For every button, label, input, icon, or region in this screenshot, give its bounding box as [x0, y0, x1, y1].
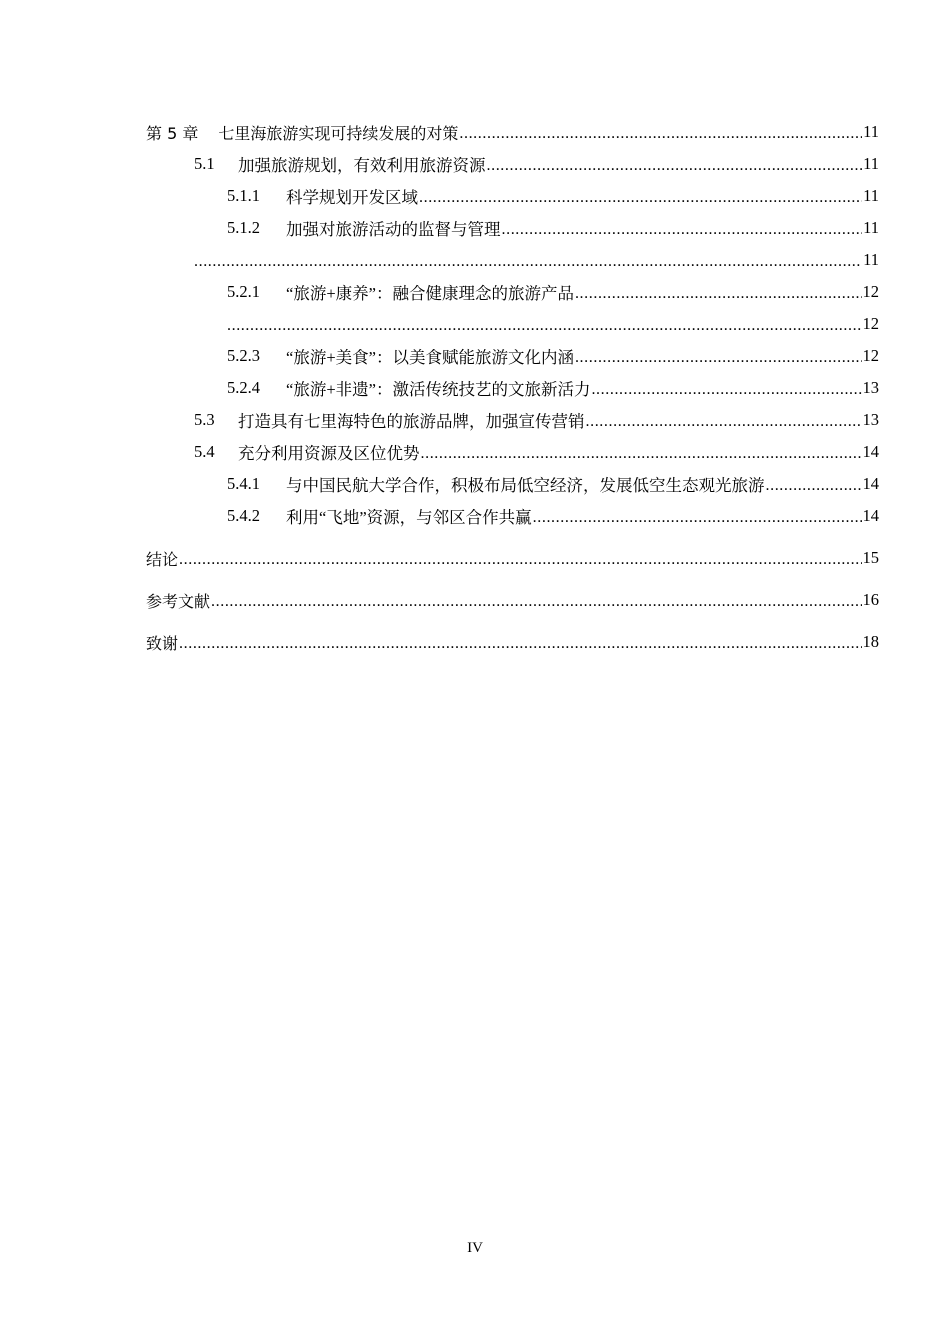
toc-leader-dots — [586, 413, 862, 431]
toc-entry-5-4[interactable] — [146, 436, 879, 468]
footer-page-number: IV — [467, 1240, 483, 1256]
toc-entry-chapter-5[interactable] — [146, 116, 879, 148]
toc-entry-number: 5.2.4 — [227, 378, 260, 397]
toc-entry-5-1[interactable] — [146, 148, 879, 180]
toc-entry-page: 12 — [862, 314, 879, 333]
toc-entry-title: 利用“飞地”资源，与邻区合作共赢 — [286, 508, 532, 527]
toc-entry-page: 12 — [862, 282, 879, 301]
toc-entry-title: 与中国民航大学合作，积极布局低空经济，发展低空生态观光旅游 — [286, 476, 765, 495]
toc-entry-title: 加强对旅游活动的监督与管理 — [286, 220, 501, 239]
toc-entry-number: 5.4.2 — [227, 506, 260, 525]
toc-entry-5-2-4[interactable] — [146, 372, 879, 404]
toc-entry-title: “旅游+非遗”：激活传统技艺的文旅新活力 — [286, 380, 591, 399]
toc-entry-page: 11 — [863, 122, 879, 141]
toc-entry-blank[interactable] — [146, 244, 879, 276]
toc-entry-5-4-1[interactable] — [146, 468, 879, 500]
toc-entry-page: 11 — [863, 250, 879, 269]
toc-entry-number: 5.1.2 — [227, 218, 260, 237]
toc-leader-dots — [591, 381, 861, 399]
toc-entry-title: 充分利用资源及区位优势 — [238, 444, 420, 463]
toc-entry-page: 13 — [862, 410, 879, 429]
toc-entry-5-1-1[interactable] — [146, 180, 879, 212]
toc-leader-dots — [575, 285, 862, 303]
toc-entry-title: 加强旅游规划，有效利用旅游资源 — [238, 156, 486, 175]
toc-entry-title: 七里海旅游实现可持续发展的对策 — [218, 123, 459, 143]
toc-entry-title: 致谢 — [146, 633, 179, 653]
toc-entry-blank[interactable] — [146, 308, 879, 340]
toc-entry-title: 科学规划开发区域 — [286, 188, 418, 207]
toc-leader-dots — [575, 349, 862, 367]
toc-entry-page: 13 — [862, 378, 879, 397]
toc-leader-dots — [487, 157, 863, 175]
toc-entry-5-1-2[interactable] — [146, 212, 879, 244]
toc-entry-5-2-1[interactable] — [146, 276, 879, 308]
toc-leader-dots — [227, 317, 862, 335]
toc-leader-dots — [766, 477, 862, 495]
toc-entry-page: 14 — [862, 474, 879, 493]
toc-entry-5-4-2[interactable] — [146, 500, 879, 532]
toc-leader-dots — [179, 551, 861, 569]
toc-entry-5-2-3[interactable] — [146, 340, 879, 372]
toc-entry-page: 11 — [863, 154, 879, 173]
toc-leader-dots — [533, 509, 862, 527]
toc-entry-5-3[interactable] — [146, 404, 879, 436]
toc-leader-dots — [179, 635, 861, 653]
toc-entry-number: 5.3 — [194, 410, 215, 429]
toc-leader-dots — [211, 593, 861, 611]
toc-entry-number: 第 5 章 — [146, 123, 199, 143]
toc-entry-references[interactable] — [146, 584, 879, 616]
toc-entry-acknowledgements[interactable] — [146, 626, 879, 658]
toc-entry-number: 5.1.1 — [227, 186, 260, 205]
toc-entry-page: 12 — [862, 346, 879, 365]
toc-entry-page: 14 — [862, 442, 879, 461]
toc-entry-page: 15 — [862, 548, 879, 567]
toc-leader-dots — [421, 445, 862, 463]
toc-entry-title: “旅游+美食”：以美食赋能旅游文化内涵 — [286, 348, 574, 367]
toc-entry-page: 18 — [862, 632, 879, 651]
toc-entry-title: 打造具有七里海特色的旅游品牌，加强宣传营销 — [238, 412, 585, 431]
toc-entry-page: 16 — [862, 590, 879, 609]
toc-entry-title: “旅游+康养”：融合健康理念的旅游产品 — [286, 284, 574, 303]
toc-entry-title: 结论 — [146, 549, 179, 569]
toc-leader-dots — [194, 253, 862, 271]
toc-entry-page: 11 — [863, 186, 879, 205]
toc-leader-dots — [459, 125, 862, 143]
toc-entry-number: 5.4.1 — [227, 474, 260, 493]
toc-entry-number: 5.2.3 — [227, 346, 260, 365]
toc-entry-page: 14 — [862, 506, 879, 525]
toc-entry-conclusion[interactable] — [146, 542, 879, 574]
toc-leader-dots — [419, 189, 862, 207]
toc-entry-page: 11 — [863, 218, 879, 237]
toc-entry-number: 5.1 — [194, 154, 215, 173]
toc-entry-title: 参考文献 — [146, 591, 211, 611]
toc-entry-number: 5.2.1 — [227, 282, 260, 301]
table-of-contents — [146, 116, 879, 658]
toc-entry-number: 5.4 — [194, 442, 215, 461]
toc-leader-dots — [502, 221, 863, 239]
